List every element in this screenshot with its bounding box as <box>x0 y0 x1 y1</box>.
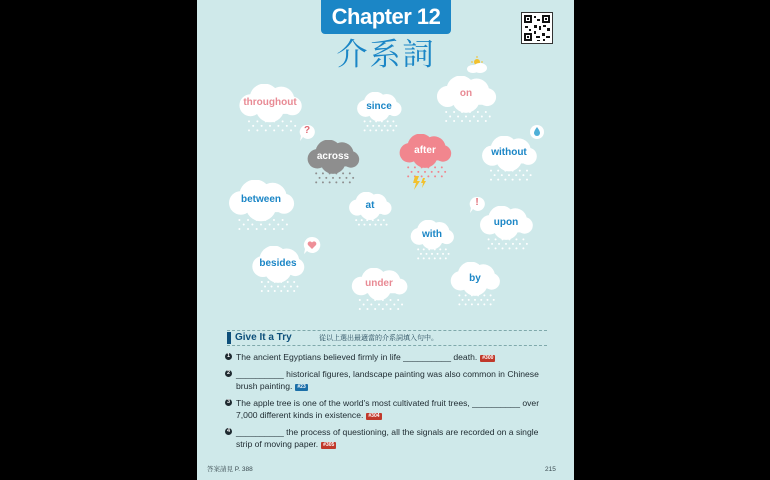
exercise-text: __________ the process of questioning, all the signals are recorded on a single strip of moving paper. <box>236 427 539 449</box>
cloud-upon <box>477 206 535 252</box>
cloud-shape <box>409 220 455 260</box>
page-number: 215 <box>545 466 556 473</box>
cloud-word: under <box>365 277 393 289</box>
cloud-word: besides <box>259 258 297 270</box>
cloud-besides <box>251 246 305 296</box>
cloud-word: without <box>491 147 527 159</box>
answer-reference: 答案請見 P. 388 <box>207 466 253 473</box>
question-bubble-icon <box>299 124 315 142</box>
cloud-by <box>449 262 501 308</box>
exercise-text: __________ historical figures, landscape painting was also common in Chinese brush painting. <box>236 369 539 391</box>
cloud-on <box>433 76 499 126</box>
cloud-since <box>355 92 403 132</box>
heart-bubble-icon <box>303 236 321 254</box>
cloud-word: after <box>414 144 436 156</box>
cloud-word: across <box>316 150 350 162</box>
cloud-word: with <box>422 228 442 240</box>
cloud-word: at <box>365 199 375 211</box>
reference-tag[interactable]: #304 <box>368 413 380 419</box>
question-mark: ? <box>303 125 311 136</box>
exercise-item-4 <box>225 426 550 450</box>
exercise-item-3 <box>225 397 550 421</box>
exclamation-bubble-icon <box>469 196 485 214</box>
cloud-word: on <box>459 88 473 100</box>
section-title: Give It a Try <box>235 332 292 343</box>
exercise-number: 4 <box>226 428 231 434</box>
cloud-word: by <box>469 272 481 284</box>
exercise-number: 1 <box>226 353 231 359</box>
reference-tag[interactable]: #23 <box>297 384 306 390</box>
cloud-shape <box>433 76 499 126</box>
cloud-shape <box>397 134 453 180</box>
cloud-shape <box>479 136 539 184</box>
cloud-shape <box>449 262 501 308</box>
cloud-between <box>225 180 297 236</box>
cloud-shape <box>477 206 535 252</box>
cloud-word: throughout <box>243 96 297 108</box>
cloud-shape <box>305 140 361 186</box>
section-header <box>227 330 547 346</box>
cloud-at <box>347 192 393 230</box>
cloud-without <box>479 136 539 184</box>
textbook-page <box>197 0 574 480</box>
cloud-with <box>409 220 455 260</box>
exercise-number: 3 <box>226 399 231 405</box>
reference-tag[interactable]: #305 <box>323 442 335 448</box>
cloud-under <box>347 268 411 312</box>
reference-tag[interactable]: #300 <box>482 355 494 361</box>
exercise-item-1 <box>225 351 550 363</box>
cloud-word: since <box>366 100 392 112</box>
exercise-item-2 <box>225 368 550 392</box>
qr-code-icon[interactable] <box>521 12 553 44</box>
cloud-shape <box>225 180 297 236</box>
water-drop-bubble-icon <box>529 124 545 140</box>
cloud-word: between <box>240 194 281 206</box>
cloud-across <box>305 140 361 186</box>
cloud-shape <box>355 92 403 132</box>
exclamation-mark: ! <box>475 197 479 208</box>
cloud-word: upon <box>493 216 519 228</box>
exercise-text: The apple tree is one of the world's most cultivated fruit trees, __________ over 7,000 different kinds in existence. <box>236 398 540 420</box>
lightning-icon <box>411 176 429 192</box>
cloud-shape <box>251 246 305 296</box>
section-header-bar <box>227 332 231 344</box>
chapter-subtitle: 介系詞 <box>336 37 436 73</box>
cloud-after <box>397 134 453 180</box>
exercise-number: 2 <box>226 370 231 376</box>
cloud-throughout <box>235 84 305 136</box>
chapter-banner: Chapter 12 <box>321 0 451 34</box>
cloud-shape <box>235 84 305 136</box>
sun-cloud-icon <box>465 56 489 74</box>
section-instruction: 從以上選出最適當的介系詞填入句中。 <box>319 334 438 342</box>
cloud-shape <box>347 268 411 312</box>
cloud-shape <box>347 192 393 230</box>
exercise-text: The ancient Egyptians believed firmly in life __________ death. <box>236 352 478 362</box>
